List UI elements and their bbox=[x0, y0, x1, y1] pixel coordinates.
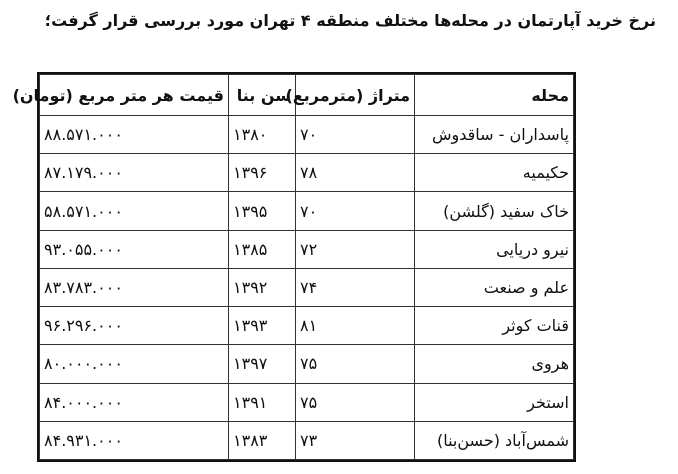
cell-building-age: ۱۳۹۲ bbox=[229, 268, 296, 306]
cell-price: ۸۴.۰۰۰.۰۰۰ bbox=[40, 383, 229, 421]
table-header-row bbox=[40, 75, 574, 116]
table-row bbox=[40, 345, 574, 383]
cell-area: ۷۸ bbox=[296, 154, 415, 192]
cell-area: ۷۰ bbox=[296, 116, 415, 154]
cell-area: ۷۵ bbox=[296, 383, 415, 421]
cell-price: ۹۶.۲۹۶.۰۰۰ bbox=[40, 307, 229, 345]
cell-price: ۸۴.۹۳۱.۰۰۰ bbox=[40, 421, 229, 459]
cell-neighborhood: شمس‌آباد (حسن‌بنا) bbox=[415, 421, 574, 459]
header-area: متراژ (مترمربع) bbox=[296, 75, 415, 116]
cell-area: ۷۰ bbox=[296, 192, 415, 230]
cell-area: ۷۲ bbox=[296, 230, 415, 268]
cell-building-age: ۱۳۹۵ bbox=[229, 192, 296, 230]
table-row bbox=[40, 268, 574, 306]
table-row bbox=[40, 116, 574, 154]
cell-price: ۸۸.۵۷۱.۰۰۰ bbox=[40, 116, 229, 154]
table-row bbox=[40, 307, 574, 345]
cell-building-age: ۱۳۸۵ bbox=[229, 230, 296, 268]
cell-neighborhood: علم و صنعت bbox=[415, 268, 574, 306]
cell-price: ۵۸.۵۷۱.۰۰۰ bbox=[40, 192, 229, 230]
table-row bbox=[40, 192, 574, 230]
cell-price: ۸۰.۰۰۰.۰۰۰ bbox=[40, 345, 229, 383]
table-row bbox=[40, 230, 574, 268]
cell-building-age: ۱۳۸۳ bbox=[229, 421, 296, 459]
cell-neighborhood: حکیمیه bbox=[415, 154, 574, 192]
cell-neighborhood: نیرو دریایی bbox=[415, 230, 574, 268]
document-title: نرخ خرید آپارتمان در محله‌ها مختلف منطقه ۴ تهران مورد بررسی قرار گرفت؛ bbox=[44, 11, 656, 30]
cell-price: ۸۷.۱۷۹.۰۰۰ bbox=[40, 154, 229, 192]
cell-price: ۹۳.۰۵۵.۰۰۰ bbox=[40, 230, 229, 268]
cell-building-age: ۱۳۹۱ bbox=[229, 383, 296, 421]
cell-neighborhood: استخر bbox=[415, 383, 574, 421]
cell-neighborhood: قنات کوثر bbox=[415, 307, 574, 345]
cell-area: ۸۱ bbox=[296, 307, 415, 345]
cell-area: ۷۴ bbox=[296, 268, 415, 306]
cell-building-age: ۱۳۹۳ bbox=[229, 307, 296, 345]
price-table-grid bbox=[12, 74, 574, 460]
table-row bbox=[40, 154, 574, 192]
header-neighborhood: محله bbox=[415, 75, 574, 116]
header-price-per-meter: قیمت هر متر مربع (تومان) bbox=[40, 75, 229, 116]
cell-building-age: ۱۳۸۰ bbox=[229, 116, 296, 154]
cell-neighborhood: هروی bbox=[415, 345, 574, 383]
price-table bbox=[12, 72, 576, 462]
header-building-age: سن بنا bbox=[229, 75, 296, 116]
table-row bbox=[40, 421, 574, 459]
cell-price: ۸۳.۷۸۳.۰۰۰ bbox=[40, 268, 229, 306]
cell-building-age: ۱۳۹۶ bbox=[229, 154, 296, 192]
cell-neighborhood: پاسداران - ساقدوش bbox=[415, 116, 574, 154]
table-row bbox=[40, 383, 574, 421]
cell-area: ۷۵ bbox=[296, 345, 415, 383]
cell-neighborhood: خاک سفید (گلشن) bbox=[415, 192, 574, 230]
cell-building-age: ۱۳۹۷ bbox=[229, 345, 296, 383]
cell-area: ۷۳ bbox=[296, 421, 415, 459]
